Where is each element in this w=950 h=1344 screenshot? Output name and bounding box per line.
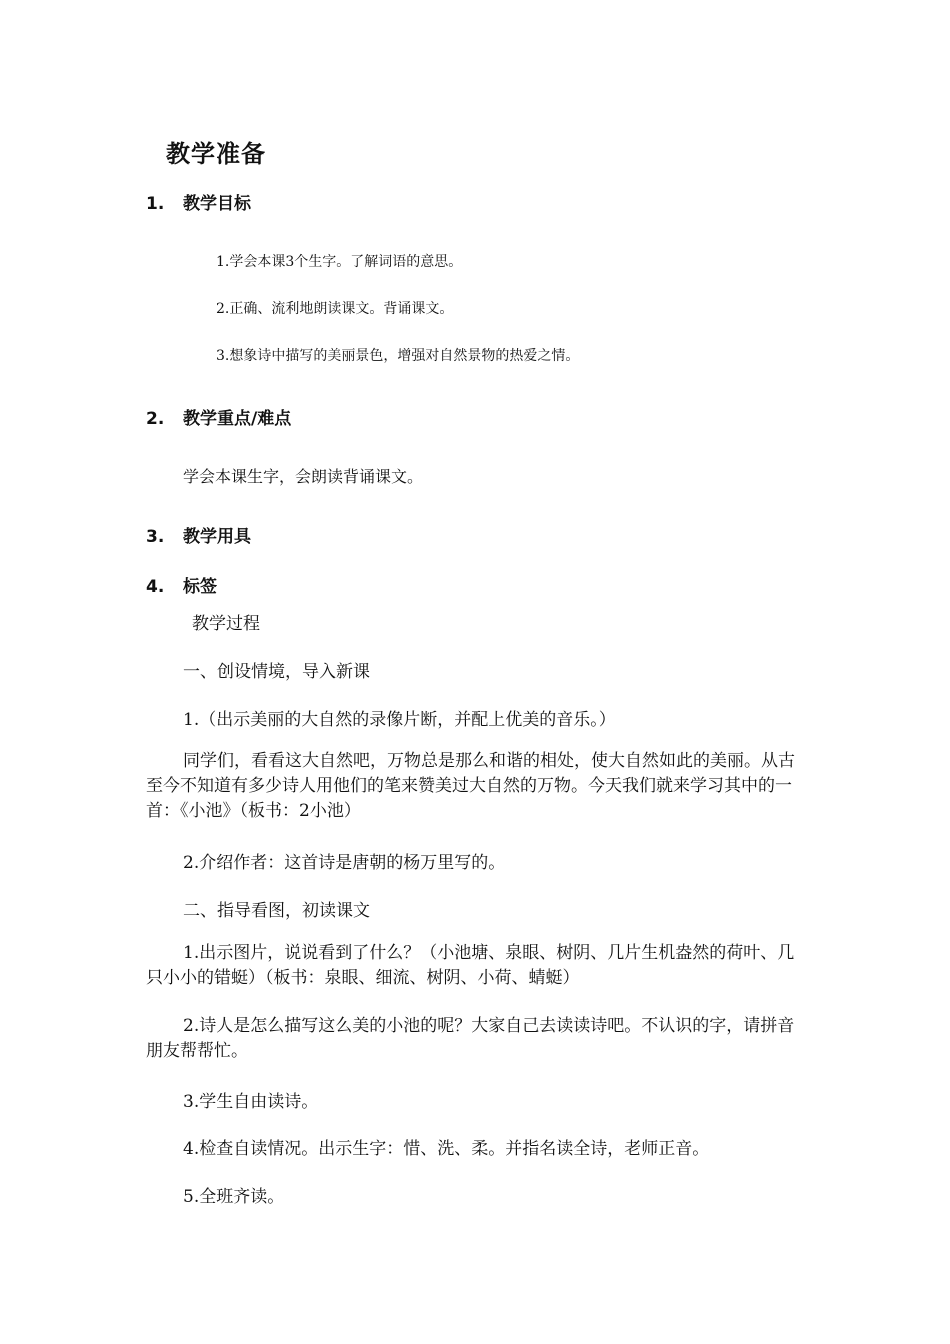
section-label: 教学重点/难点 — [183, 409, 292, 429]
paragraph: 3.学生自由读诗。 — [183, 1092, 319, 1112]
section-label: 教学用具 — [183, 527, 251, 547]
section-heading-tags — [146, 572, 217, 597]
objective-item: 2.正确、流利地朗读课文。背诵课文。 — [216, 301, 454, 317]
objective-item: 3.想象诗中描写的美丽景色，增强对自然景物的热爱之情。 — [216, 348, 580, 364]
process-heading: 教学过程 — [192, 614, 260, 634]
section-heading-objectives — [146, 189, 251, 214]
paragraph: 1.出示图片，说说看到了什么？（小池塘、泉眼、树阴、几片生机盎然的荷叶、几只小小的错蜓）（板书：泉眼、细流、树阴、小荷、蜻蜓） — [146, 943, 795, 988]
paragraph: 4.检查自读情况。出示生字：惜、洗、柔。并指名读全诗，老师正音。 — [183, 1139, 710, 1159]
part-heading: 一、创设情境，导入新课 — [183, 662, 370, 682]
section-number: 3. — [146, 527, 165, 547]
keypoints-text: 学会本课生字，会朗读背诵课文。 — [183, 467, 424, 486]
paragraph: 同学们，看看这大自然吧，万物总是那么和谐的相处，使大自然如此的美丽。从古至今不知道有多少诗人用他们的笔来赞美过大自然的万物。今天我们就来学习其中的一首：《小池》（板书：2小池） — [146, 751, 795, 821]
section-number: 2. — [146, 409, 165, 429]
section-label: 标签 — [183, 577, 217, 597]
part-heading: 二、指导看图，初读课文 — [183, 901, 370, 921]
section-number: 4. — [146, 577, 165, 597]
section-number: 1. — [146, 194, 165, 214]
paragraph: 2.诗人是怎么描写这么美的小池的呢？大家自己去读读诗吧。不认识的字，请拼音朋友帮帮忙。 — [146, 1016, 795, 1061]
section-heading-keypoints — [146, 404, 291, 429]
paragraph: 1.（出示美丽的大自然的录像片断，并配上优美的音乐。） — [183, 710, 616, 730]
section-heading-tools — [146, 522, 251, 547]
section-label: 教学目标 — [183, 194, 251, 214]
page-title: 教学准备 — [166, 140, 266, 168]
paragraph: 5.全班齐读。 — [183, 1187, 285, 1207]
objective-item: 1.学会本课3个生字。了解词语的意思。 — [216, 254, 463, 270]
paragraph: 2.介绍作者：这首诗是唐朝的杨万里写的。 — [183, 853, 506, 873]
